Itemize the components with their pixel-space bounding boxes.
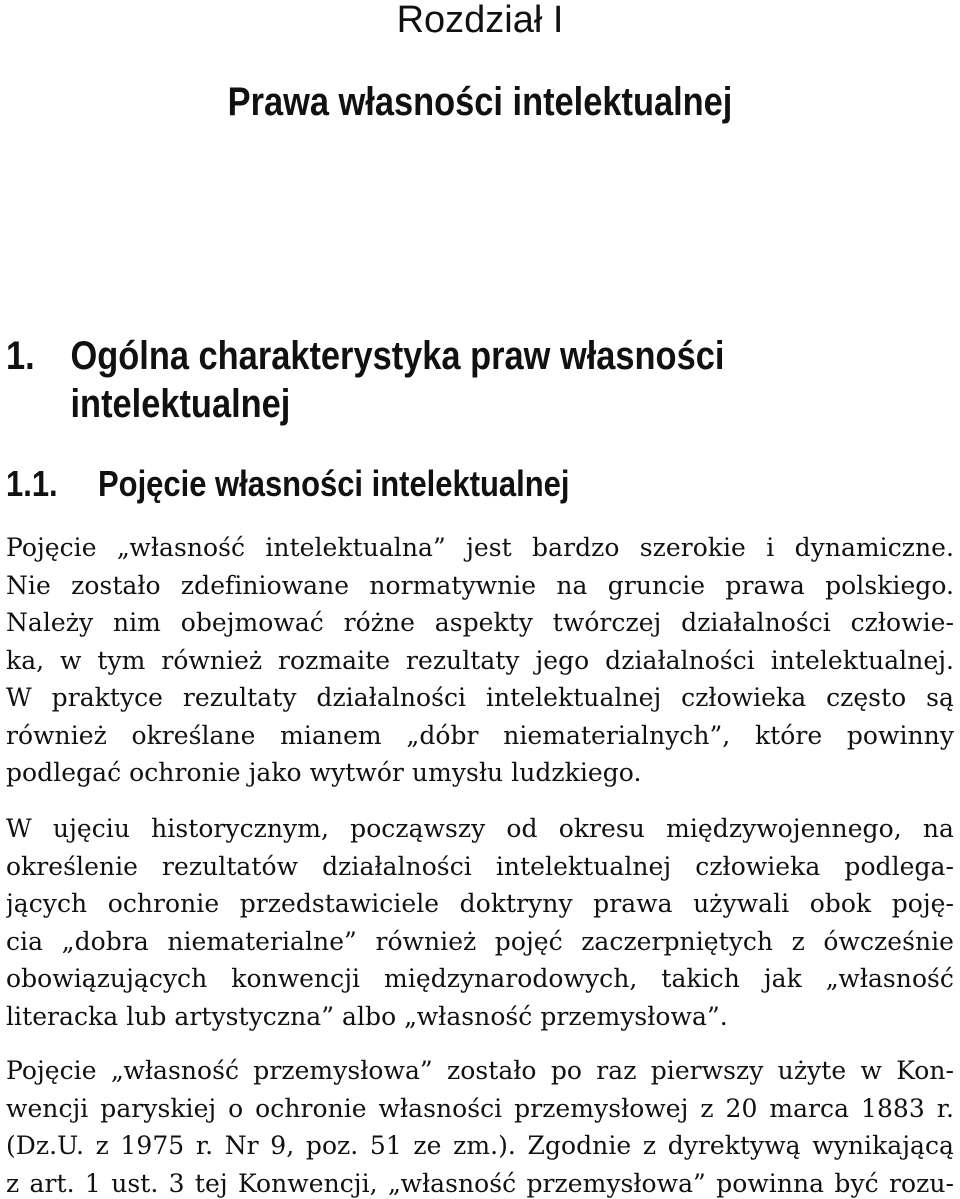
paragraph-line: literacka lub artystyczna” albo „własność przemysłowa”. <box>6 1001 728 1031</box>
paragraph-2 <box>6 810 954 1035</box>
section-title-line-1: Ogólna charakterystyka praw własności <box>70 334 725 378</box>
paragraph-line: z art. 1 ust. 3 tej Konwencji, „własność przemysłowa” powinna być rozu- <box>6 1168 954 1198</box>
paragraph-line: Pojęcie „własność przemysłowa” zostało po raz pierwszy użyte w Kon- <box>6 1056 954 1085</box>
paragraph-line: cia „dobra niematerialne” również pojęć zaczerpniętych z ówcześnie <box>6 926 954 956</box>
chapter-label: Rozdział I <box>396 0 564 41</box>
paragraph-line: podlegać ochronie jako wytwór umysłu ludzkiego. <box>6 758 642 787</box>
paragraph-line: jących ochronie przedstawiciele doktryny prawa używali obok poję- <box>6 889 954 918</box>
subsection-number: 1.1. <box>6 463 58 504</box>
subsection-title: Pojęcie własności intelektualnej <box>98 463 570 504</box>
paragraph-line: ka, w tym również rozmaite rezultaty jego działalności intelektualnej. <box>6 645 954 675</box>
paragraph-line: Należy nim obejmować różne aspekty twórczej działalności człowie- <box>6 608 954 637</box>
chapter-title: Prawa własności intelektualnej <box>227 80 733 124</box>
paragraph-line: wencji paryskiej o ochronie własności przemysłowej z 20 marca 1883 r. <box>6 1093 954 1123</box>
paragraph-line: obowiązujących konwencji międzynarodowych, takich jak „własność <box>6 964 954 993</box>
paragraph-line: W praktyce rezultaty działalności intelektualnej człowieka często są <box>6 683 954 712</box>
paragraph-line: (Dz.U. z 1975 r. Nr 9, poz. 51 ze zm.). Zgodnie z dyrektywą wynikającą <box>6 1131 954 1160</box>
paragraph-line: W ujęciu historycznym, począwszy od okresu międzywojennego, na <box>6 814 954 843</box>
paragraph-line: Pojęcie „własność intelektualna” jest bardzo szerokie i dynamiczne. <box>6 533 954 562</box>
paragraph-line: określenie rezultatów działalności intelektualnej człowieka podlega- <box>6 851 954 881</box>
section-title-line-2: intelektualnej <box>70 382 291 426</box>
paragraph-3 <box>6 1052 954 1199</box>
paragraph-line: również określane mianem „dóbr niematerialnych”, które powinny <box>6 720 954 750</box>
section-title <box>71 332 845 428</box>
section-number: 1. <box>6 334 35 378</box>
paragraph-line: Nie zostało zdefiniowane normatywnie na gruncie prawa polskiego. <box>6 570 954 600</box>
paragraph-1 <box>6 529 954 792</box>
